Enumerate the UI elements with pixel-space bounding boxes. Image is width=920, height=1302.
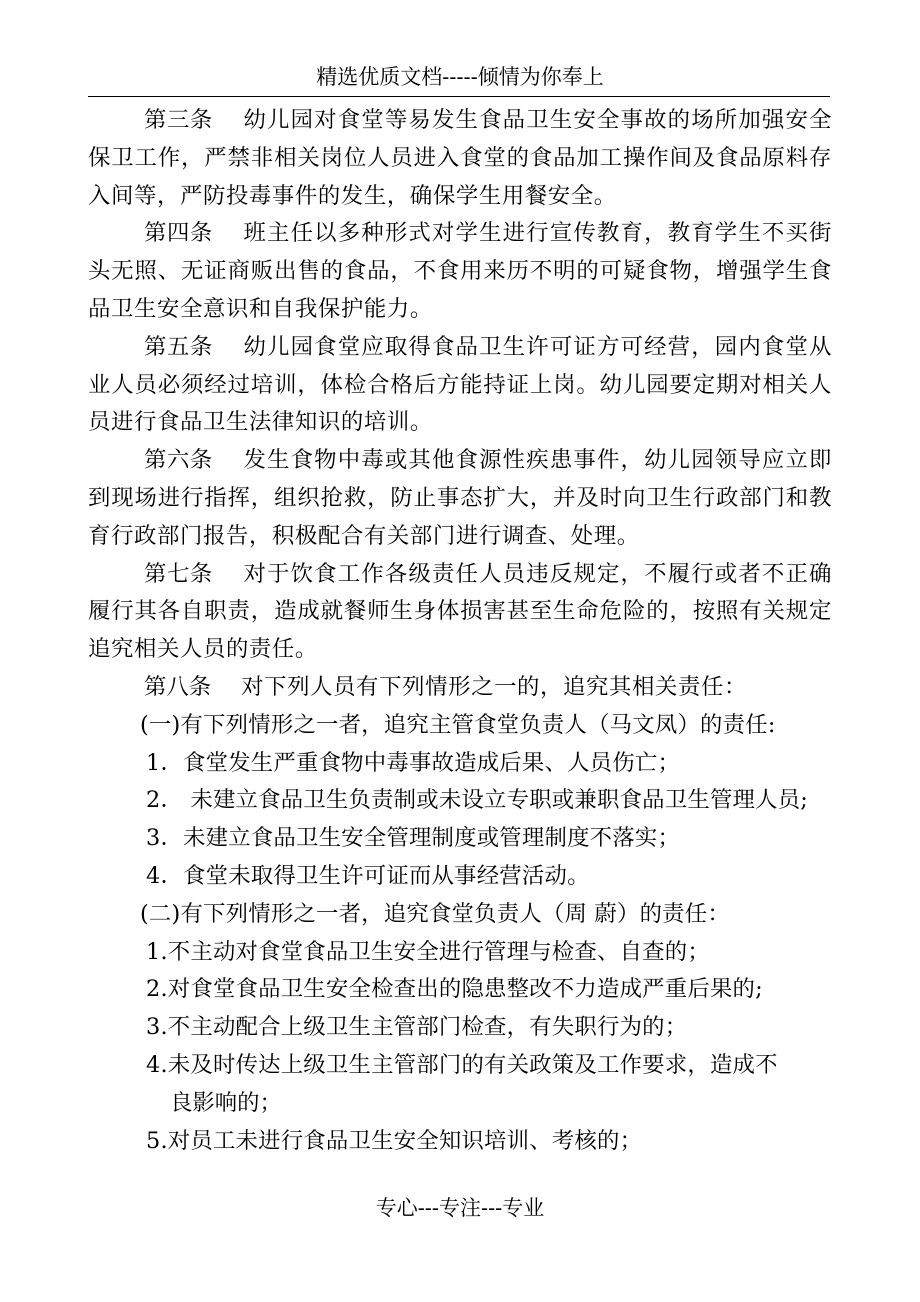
- article-heading: 第三条: [144, 107, 213, 133]
- list-item: 3.不主动配合上级卫生主管部门检查，有失职行为的；: [146, 1014, 688, 1041]
- article-heading: 第四条: [144, 220, 213, 247]
- list-item: 4.未及时传达上级卫生主管部门的有关政策及工作要求，造成不: [146, 1051, 778, 1078]
- list-item: 1．食堂发生严重食物中毒事故造成后果、人员伤亡；: [146, 749, 681, 776]
- article-heading: 第八条: [144, 673, 212, 700]
- list-item-continuation: 良影响的；: [170, 1089, 282, 1116]
- article-text: 对于饮食工作各级责任人员违反规定，不履行或者不正确履行其各自职责，造成就餐师生身体损害甚至生命危险的，按照有关规定追究相关人员的责任。: [88, 560, 833, 663]
- article-4: [88, 215, 832, 328]
- article-8: [88, 669, 832, 707]
- article-text: 发生食物中毒或其他食源性疾患事件，幼儿园领导应立即到现场进行指挥，组织抢救，防止事态扩大，并及时向卫生行政部门和教育行政部门报告，积极配合有关部门进行调查、处理。: [88, 447, 833, 549]
- list-item: 2.对食堂食品卫生安全检查出的隐患整改不力造成严重后果的;: [146, 976, 763, 1003]
- section-2-heading: (二)有下列情形之一者，追究食堂负责人（周 蔚）的责任：: [140, 900, 730, 927]
- list-item: 2． 未建立食品卫生负责制或未设立专职或兼职食品卫生管理人员;: [146, 787, 809, 814]
- section-1-heading: (一)有下列情形之一者，追究主管食堂负责人（马文凤）的责任:: [140, 711, 776, 738]
- article-text: 对下列人员有下列情形之一的，追究其相关责任：: [241, 673, 747, 700]
- header-divider: [88, 96, 830, 97]
- document-body: [88, 102, 832, 1160]
- page-footer: 专心---专注---专业: [375, 1196, 545, 1220]
- page-header: 精选优质文档-----倾情为你奉上: [316, 65, 604, 89]
- article-7: [88, 556, 832, 669]
- list-item: 1.不主动对食堂食品卫生安全进行管理与检查、自查的；: [146, 938, 710, 965]
- list-item: 5.对员工未进行食品卫生安全知识培训、考核的；: [146, 1127, 643, 1154]
- list-item: 4．食堂未取得卫生许可证而从事经营活动。: [146, 862, 590, 889]
- article-heading: 第七条: [144, 560, 213, 587]
- article-6: [88, 442, 832, 555]
- article-3: [88, 102, 832, 215]
- article-text: 幼儿园食堂应取得食品卫生许可证方可经营，园内食堂从业人员必须经过培训，体检合格后方能持证上岗。幼儿园要定期对相关人员进行食品卫生法律知识的培训。: [88, 333, 833, 436]
- article-text: 班主任以多种形式对学生进行宣传教育，教育学生不买街头无照、无证商贩出售的食品，不食用来历不明的可疑食物，增强学生食品卫生安全意识和自我保护能力。: [88, 220, 833, 322]
- article-heading: 第六条: [144, 447, 213, 474]
- article-text: 幼儿园对食堂等易发生食品卫生安全事故的场所加强安全保卫工作，严禁非相关岗位人员进入食堂的食品加工操作间及食品原料存入间等，严防投毒事件的发生，确保学生用餐安全。: [88, 107, 833, 209]
- list-item: 3．未建立食品卫生安全管理制度或管理制度不落实；: [146, 825, 681, 852]
- article-5: [88, 329, 832, 442]
- article-heading: 第五条: [144, 333, 213, 360]
